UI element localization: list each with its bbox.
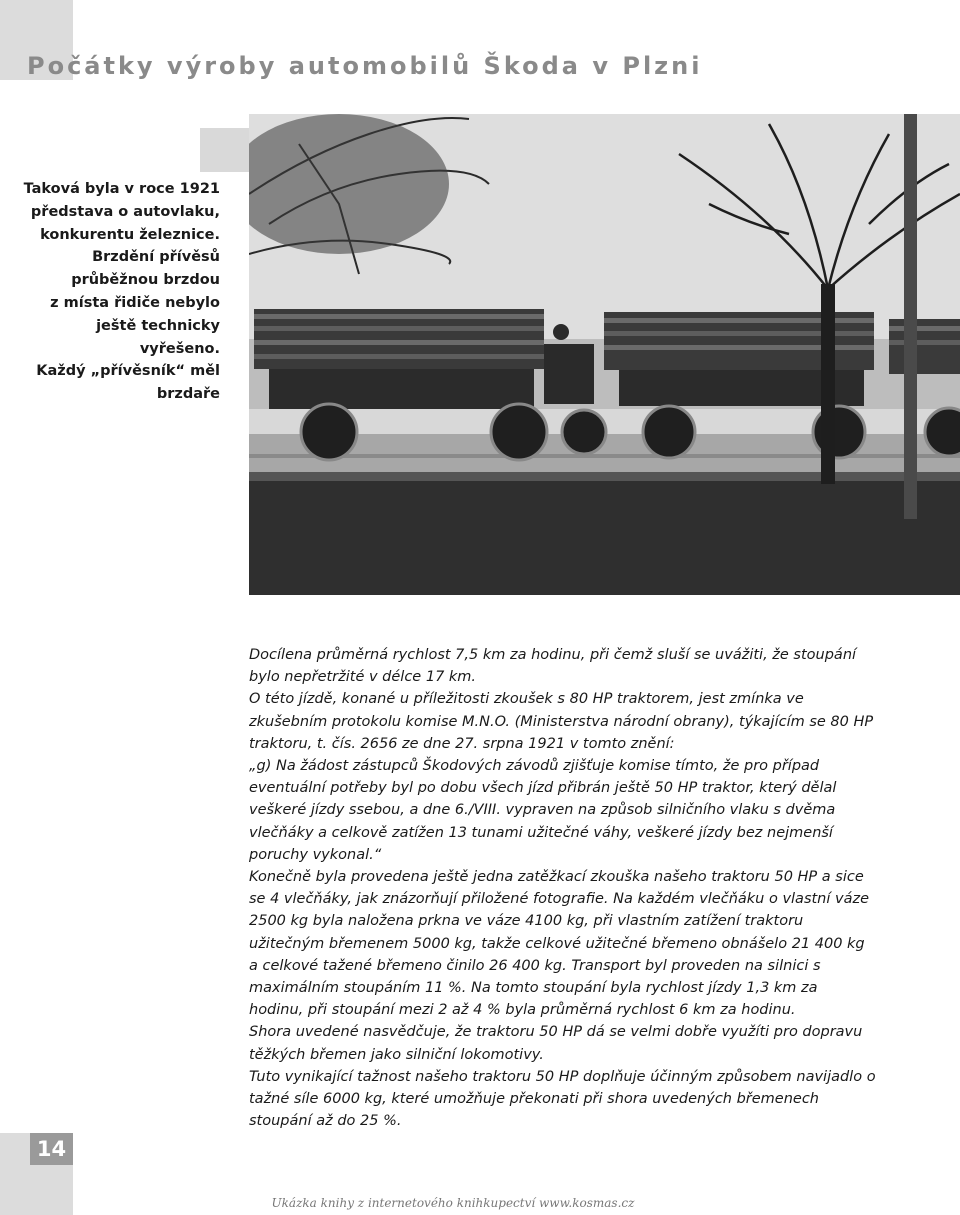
chapter-title: Počátky výroby automobilů Škoda v Plzni	[27, 52, 703, 80]
photo-caption: Taková byla v roce 1921 představa o autovlaku, konkurentu železnice. Brzdění přívěsů průběžnou brzdou z místa řidiče nebylo ještě technicky vyřešeno. Každý „přívěsník“ měl brzdaře	[23, 181, 220, 403]
historical-photo	[249, 114, 960, 595]
footer-watermark: Ukázka knihy z internetového knihkupectví www.kosmas.cz	[271, 1196, 635, 1210]
paragraph: Tuto vynikající tažnost našeho traktoru 50 HP doplňuje účinným způsobem navijadlo o tažné síle 6000 kg, které umožňuje překonati při shora uvedených břemenech stoupání až do 25 %.	[249, 1068, 876, 1130]
paragraph: O této jízdě, konané u příležitosti zkoušek s 80 HP traktorem, jest zmínka ve zkušebním protokolu komise M.N.O. (Ministerstva národní obrany), týkajícím se 80 HP traktoru, t. čís. 2656 ze dne 27. srpna 1921 v tomto znění:	[249, 691, 874, 752]
paragraph: „g) Na žádost zástupců Škodových závodů zjišťuje komise tímto, že pro případ eventuální potřeby byl po dobu všech jízd přibrán ještě 50 HP traktor, který dělal veškeré jízdy ssebou, a dne 6./VIII. vypraven na způsob silničního vlaku s dvěma vlečňáky a celkově zatížen 13 tunami užitečné váhy, veškeré jízdy bez nejmenší poruchy vykonal.“	[249, 758, 837, 863]
page-number: 14	[30, 1133, 73, 1165]
paragraph: Konečně byla provedena ještě jedna zatěžkací zkouška našeho traktoru 50 HP a sice se 4 vlečňáky, jak znázorňují přiložené fotografie. Na každém vlečňáku o vlastní váze 2500 kg byla naložena prkna ve váze 4100 kg, při vlastním zatížení traktoru užitečným břemenem 5000 kg, takže celkové užitečné břemeno obnášelo 21 400 kg a celkové tažené břemeno činilo 26 400 kg. Transport byl proveden na silnici s maximálním stoupáním 11 %. Na tomto stoupání byla rychlost jízdy 1,3 km za hodinu, při stoupání mezi 2 až 4 % byla průměrná rychlost 6 km za hodinu.	[249, 869, 870, 1019]
road-train-illustration	[249, 114, 960, 595]
paragraph: Docílena průměrná rychlost 7,5 km za hodinu, při čemž sluší se uvážiti, že stoupání bylo nepřetržité v délce 17 km.	[249, 647, 857, 686]
paragraph: Shora uvedené nasvědčuje, že traktoru 50 HP dá se velmi dobře využíti pro dopravu těžkých břemen jako silniční lokomotivy.	[249, 1024, 863, 1063]
article-body	[249, 644, 876, 1132]
telegraph-pole	[904, 114, 917, 519]
